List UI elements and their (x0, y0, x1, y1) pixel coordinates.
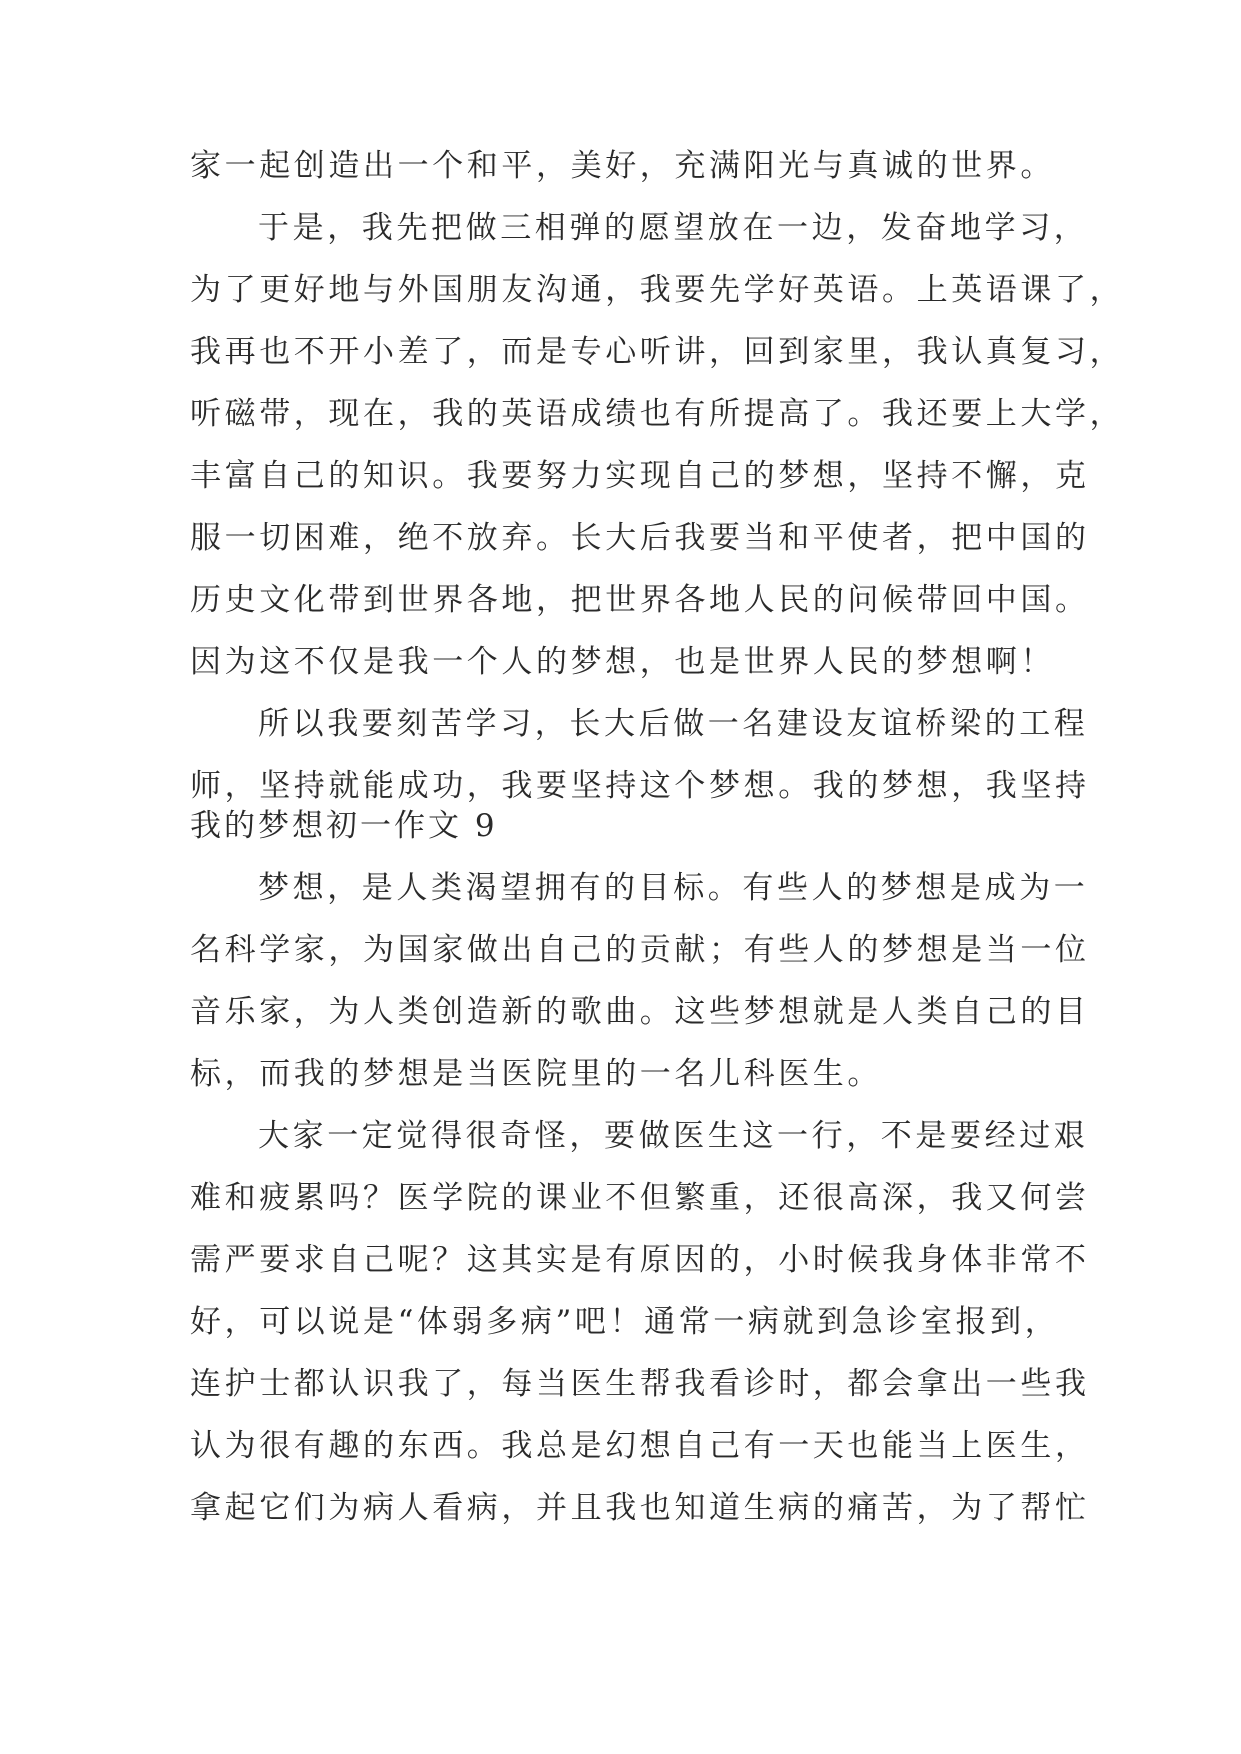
paragraph-line: 丰富自己的知识。我要努力实现自己的梦想，坚持不懈，克 (190, 458, 1090, 494)
paragraph-line: 梦想，是人类渴望拥有的目标。有些人的梦想是成为一 (258, 870, 1089, 906)
paragraph-line: 需严要求自己呢？这其实是有原因的，小时候我身体非常不 (190, 1242, 1090, 1278)
paragraph-line: 好，可以说是“体弱多病”吧！通常一病就到急诊室报到， (190, 1304, 1060, 1340)
paragraph-line: 服一切困难，绝不放弃。长大后我要当和平使者，把中国的 (190, 520, 1090, 556)
paragraph-line: 音乐家，为人类创造新的歌曲。这些梦想就是人类自己的目 (190, 994, 1090, 1030)
paragraph-line: 我再也不开小差了，而是专心听讲，回到家里，我认真复习， (190, 334, 1125, 370)
paragraph-line: 历史文化带到世界各地，把世界各地人民的问候带回中国。 (190, 582, 1090, 618)
essay-continuation (190, 135, 1125, 817)
paragraph-line: 拿起它们为病人看病，并且我也知道生病的痛苦，为了帮忙 (190, 1490, 1090, 1526)
paragraph-line: 大家一定觉得很奇怪，要做医生这一行，不是要经过艰 (258, 1118, 1089, 1154)
paragraph-line: 名科学家，为国家做出自己的贡献；有些人的梦想是当一位 (190, 932, 1090, 968)
paragraph-line: 家一起创造出一个和平，美好，充满阳光与真诚的世界。 (190, 148, 1055, 184)
paragraph-line: 听磁带，现在，我的英语成绩也有所提高了。我还要上大学， (190, 396, 1125, 432)
paragraph-line: 连护士都认识我了，每当医生帮我看诊时，都会拿出一些我 (190, 1366, 1090, 1402)
paragraph-line: 为了更好地与外国朋友沟通，我要先学好英语。上英语课了， (190, 272, 1125, 308)
essay-section (190, 795, 1090, 1539)
paragraph-line: 所以我要刻苦学习，长大后做一名建设友谊桥梁的工程 (258, 706, 1089, 742)
paragraph-line: 于是，我先把做三相弹的愿望放在一边，发奋地学习， (258, 210, 1089, 246)
paragraph-line: 因为这不仅是我一个人的梦想，也是世界人民的梦想啊！ (190, 644, 1055, 680)
paragraph-line: 难和疲累吗？医学院的课业不但繁重，还很高深，我又何尝 (190, 1180, 1090, 1216)
paragraph-line: 认为很有趣的东西。我总是幻想自己有一天也能当上医生， (190, 1428, 1090, 1464)
paragraph-line: 标，而我的梦想是当医院里的一名儿科医生。 (190, 1056, 882, 1092)
paragraph-line: 师，坚持就能成功，我要坚持这个梦想。我的梦想，我坚持 (190, 768, 1090, 804)
section-heading: 我的梦想初一作文 9 (190, 808, 498, 844)
